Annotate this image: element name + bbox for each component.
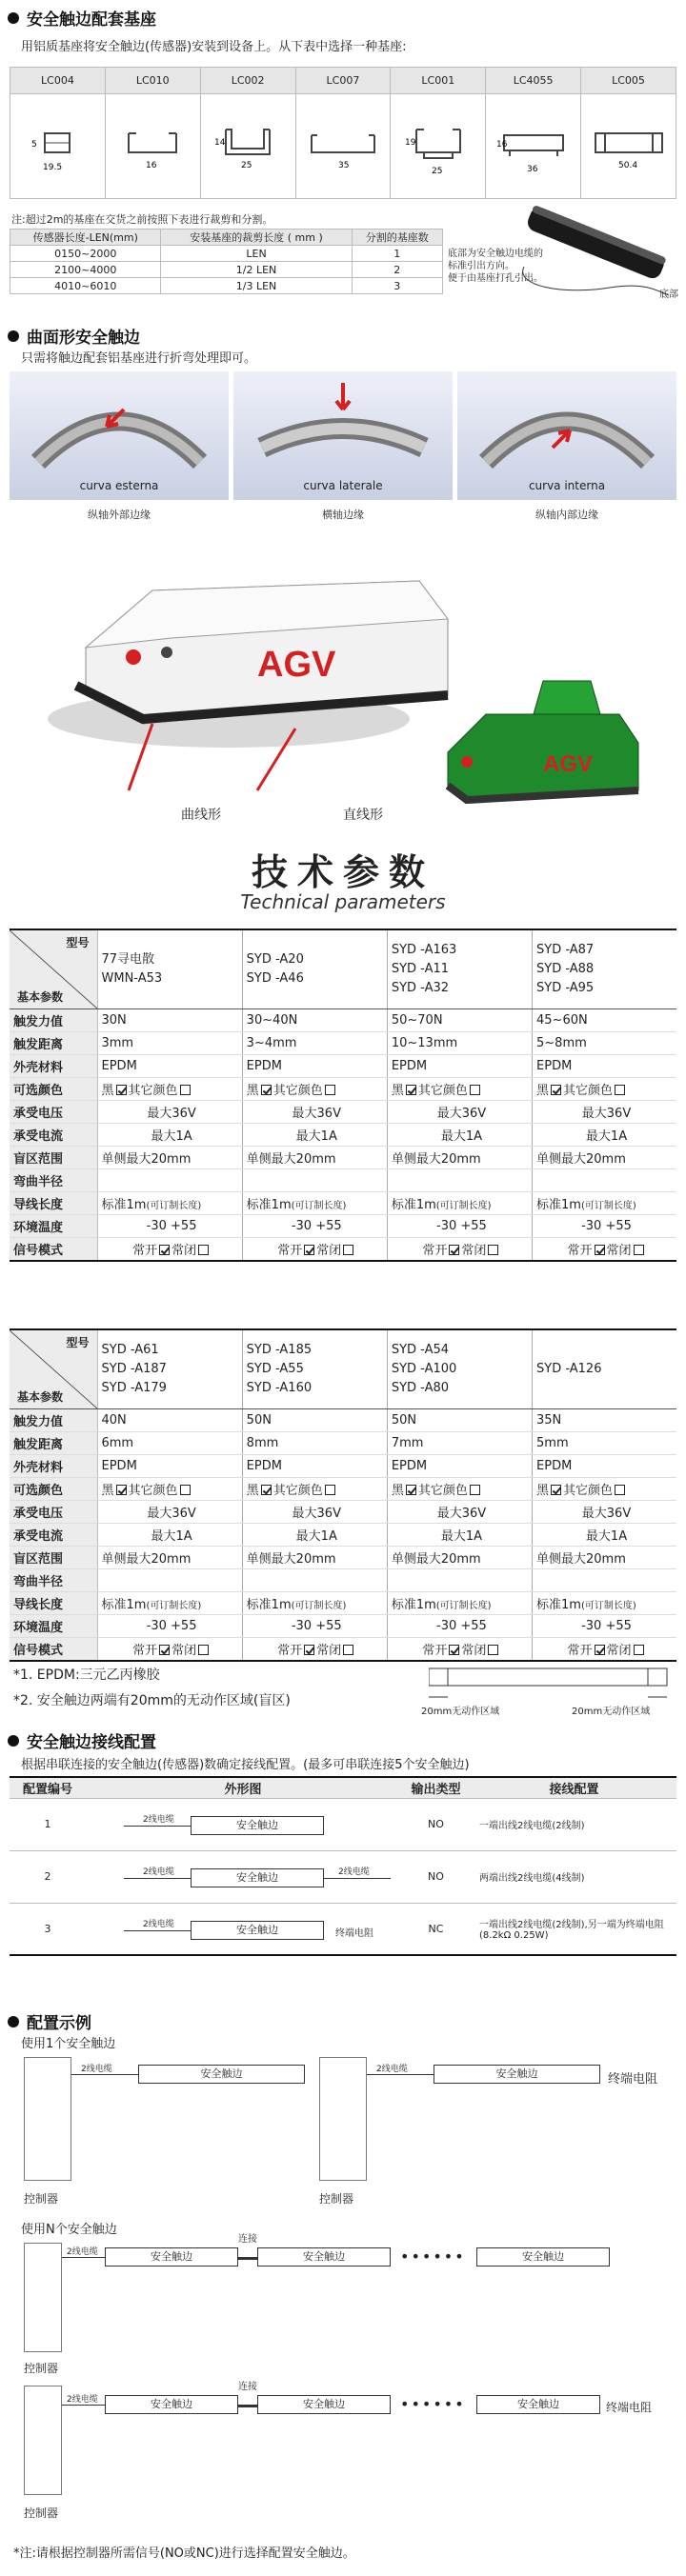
curve-image-lateral: curva laterale	[233, 371, 453, 500]
section-title-curved: 曲面形安全触边	[8, 324, 140, 348]
base-name: LC007	[295, 68, 391, 94]
table-row: 1 2线电缆 安全触边 NO 一端出线2线电缆(2线制)	[10, 1798, 676, 1850]
checkbox-checked	[551, 1085, 561, 1095]
base-profile-image	[295, 94, 391, 199]
length-table	[10, 229, 443, 294]
section-subtitle: 根据串联连接的安全触边(传感器)数确定接线配置。(最多可串联连接5个安全触边)	[21, 1758, 470, 1772]
svg-text:25: 25	[431, 167, 443, 176]
agv-text: AGV	[543, 751, 594, 777]
controller-box	[24, 2057, 71, 2181]
tech-subtitle: Technical parameters	[240, 890, 446, 913]
controller-label: 控制器	[24, 2192, 59, 2206]
checkbox	[470, 1085, 480, 1095]
sensor-strip: 安全触边	[138, 2065, 305, 2084]
bullet-icon	[8, 2016, 19, 2027]
controller-box	[24, 2243, 62, 2352]
section-title-bases: 安全触边配套基座	[8, 6, 156, 30]
table-row: 可选颜色 黑 其它颜色 黑 其它颜色 黑 其它颜色 黑 其它颜色	[10, 1478, 676, 1501]
table-row: 4010~6010 1/3 LEN 3	[10, 278, 443, 294]
section-subtitle: 只需将触边配套铝基座进行折弯处理即可。	[21, 351, 257, 366]
sensor-strip: 安全触边	[434, 2065, 600, 2084]
label-curve: 曲线形	[181, 808, 221, 823]
svg-text:19.5: 19.5	[43, 163, 63, 172]
table-row: 盲区范围 单侧最大20mm 单侧最大20mm 单侧最大20mm 单侧最大20mm	[10, 1147, 676, 1169]
table-row: 承受电流 最大1A 最大1A 最大1A 最大1A	[10, 1124, 676, 1147]
curve-caption: 纵轴内部边缘	[535, 509, 598, 521]
wiring-table: 配置编号 外形图 输出类型 接线配置 1 2线电缆 安全触边 NO 一端出线2线电缆(2线制) 2 2线电缆 安全触边 2线电缆 NO 两端出线2线电缆(4线制) 3 2线电缆 安全触边 终端电阻 NC 一端出线2线电缆(2线制),另一端为终端电阻(8.2kΩ 0.25W)	[10, 1776, 676, 1956]
base-table	[10, 67, 676, 199]
table-row: 弯曲半径	[10, 1169, 676, 1192]
model-cell: SYD -A185 SYD -A55 SYD -A160	[242, 1329, 387, 1409]
sensor-cable-image	[505, 200, 681, 305]
agv-text: AGV	[257, 645, 336, 685]
model-cell: SYD -A126	[533, 1329, 676, 1409]
table-row: 承受电压 最大36V 最大36V 最大36V 最大36V	[10, 1101, 676, 1124]
table-row: 触发力值 30N 30~40N 50~70N 45~60N	[10, 1009, 676, 1032]
svg-text:36: 36	[526, 165, 538, 174]
example-one-label: 使用1个安全触边	[21, 2037, 116, 2051]
table-row: 触发距离 3mm 3~4mm 10~13mm 5~8mm	[10, 1032, 676, 1055]
dead-zone-label: 20mm无动作区域	[421, 1707, 500, 1717]
controller-label: 控制器	[319, 2192, 354, 2206]
table-row: 可选颜色 黑 其它颜色 黑 其它颜色 黑 其它颜色 黑 其它颜色	[10, 1078, 676, 1101]
cable-label: 底部	[659, 290, 678, 300]
base-profile-image	[581, 94, 676, 199]
model-cell: 77寻电散 WMN-A53	[97, 929, 242, 1009]
base-profile-image	[486, 94, 581, 199]
table-row: 环境温度 -30 +55 -30 +55 -30 +55 -30 +55	[10, 1215, 676, 1238]
table-row: 导线长度 标准1m(可订制长度) 标准1m(可订制长度) 标准1m(可订制长度) 标准1m(可订制长度)	[10, 1592, 676, 1615]
bullet-icon	[8, 330, 19, 342]
table-header: 安装基座的裁剪长度 ( mm )	[161, 230, 352, 246]
footnote-1: *1. EPDM:三元乙丙橡胶	[13, 1667, 160, 1683]
table-row: 承受电流 最大1A 最大1A 最大1A 最大1A	[10, 1524, 676, 1547]
section-subtitle: 用铝质基座将安全触边(传感器)安装到设备上。从下表中选择一种基座:	[21, 40, 407, 54]
svg-text:25: 25	[241, 161, 252, 170]
curve-image-internal: curva interna	[457, 371, 676, 500]
checkbox	[180, 1085, 191, 1095]
table-row: 2100~4000 1/2 LEN 2	[10, 262, 443, 278]
table-row: 触发距离 6mm 8mm 7mm 5mm	[10, 1432, 676, 1455]
base-profile-image	[10, 94, 106, 199]
base-name: LC001	[391, 68, 486, 94]
base-profile-image	[105, 94, 200, 199]
base-name: LC005	[581, 68, 676, 94]
curve-image-external: curva esterna	[10, 371, 229, 500]
param-table-1	[10, 929, 676, 1262]
svg-text:16: 16	[495, 140, 508, 150]
curve-caption: 纵轴外部边缘	[88, 509, 151, 521]
table-row: 盲区范围 单侧最大20mm 单侧最大20mm 单侧最大20mm 单侧最大20mm	[10, 1547, 676, 1569]
table-row: 2 2线电缆 安全触边 2线电缆 NO 两端出线2线电缆(4线制)	[10, 1850, 676, 1903]
agv-illustration	[38, 533, 648, 819]
table-row: 信号模式 常开 常闭 常开 常闭 常开 常闭 常开 常闭	[10, 1238, 676, 1261]
svg-text:5: 5	[31, 140, 38, 150]
svg-text:14: 14	[214, 138, 226, 148]
table-row: 导线长度 标准1m(可订制长度) 标准1m(可订制长度) 标准1m(可订制长度) 标准1m(可订制长度)	[10, 1192, 676, 1215]
section-title-examples: 配置示例	[8, 2009, 91, 2033]
checkbox-checked	[116, 1085, 127, 1095]
model-cell: SYD -A54 SYD -A100 SYD -A80	[387, 1329, 532, 1409]
svg-text:35: 35	[337, 161, 350, 170]
base-name: LC004	[10, 68, 106, 94]
table-header: 传感器长度-LEN(mm)	[10, 230, 161, 246]
controller-box	[319, 2057, 367, 2181]
model-cell: SYD -A61 SYD -A187 SYD -A179	[97, 1329, 242, 1409]
table-row: 信号模式 常开 常闭 常开 常闭 常开 常闭 常开 常闭	[10, 1638, 676, 1661]
model-cell: SYD -A87 SYD -A88 SYD -A95	[533, 929, 676, 1009]
example-note: *注:请根据控制器所需信号(NO或NC)进行选择配置安全触边。	[13, 2546, 355, 2561]
table-row: 触发力值 40N 50N 50N 35N	[10, 1409, 676, 1432]
svg-text:16: 16	[146, 161, 157, 170]
table-row: 承受电压 最大36V 最大36V 最大36V 最大36V	[10, 1501, 676, 1524]
checkbox	[325, 1085, 335, 1095]
section-title-wiring: 安全触边接线配置	[8, 1728, 156, 1752]
corner-cell: 型号 基本参数	[10, 1329, 97, 1409]
controller-box	[24, 2386, 62, 2495]
svg-text:50.4: 50.4	[617, 161, 637, 170]
length-note: 注:超过2m的基座在交货之前按照下表进行裁剪和分割。	[11, 213, 273, 226]
example-n-label: 使用N个安全触边	[21, 2223, 117, 2237]
table-row: 环境温度 -30 +55 -30 +55 -30 +55 -30 +55	[10, 1615, 676, 1638]
model-cell: SYD -A20 SYD -A46	[242, 929, 387, 1009]
curve-caption: 横轴边缘	[322, 509, 364, 521]
base-name: LC002	[200, 68, 295, 94]
svg-text:19: 19	[404, 138, 416, 148]
cable-note: 底部为安全触边电缆的 标准引出方向。 便于由基座打孔引出。	[448, 249, 543, 284]
table-row: 3 2线电缆 安全触边 终端电阻 NC 一端出线2线电缆(2线制),另一端为终端电阻(8.2kΩ 0.25W)	[10, 1903, 676, 1955]
tech-title: 技术参数	[251, 851, 434, 893]
base-profile-image	[391, 94, 486, 199]
footnote-2: *2. 安全触边两端有20mm的无动作区域(盲区)	[13, 1693, 291, 1708]
param-table-2	[10, 1328, 676, 1662]
checkbox-checked	[261, 1085, 272, 1095]
checkbox-checked	[406, 1085, 416, 1095]
model-cell: SYD -A163 SYD -A11 SYD -A32	[387, 929, 532, 1009]
table-row: 弯曲半径	[10, 1569, 676, 1592]
label-straight: 直线形	[343, 808, 383, 823]
bullet-icon	[8, 1735, 19, 1747]
table-header: 分割的基座数	[352, 230, 442, 246]
base-profile-image	[200, 94, 295, 199]
corner-cell: 型号 基本参数	[10, 929, 97, 1009]
base-name: LC4055	[486, 68, 581, 94]
checkbox	[615, 1085, 625, 1095]
table-row: 外壳材料 EPDM EPDM EPDM EPDM	[10, 1455, 676, 1478]
dead-zone-label: 20mm无动作区域	[572, 1707, 651, 1717]
table-row: 0150~2000 LEN 1	[10, 246, 443, 262]
table-row: 外壳材料 EPDM EPDM EPDM EPDM	[10, 1055, 676, 1078]
base-name: LC010	[105, 68, 200, 94]
bullet-icon	[8, 12, 19, 24]
